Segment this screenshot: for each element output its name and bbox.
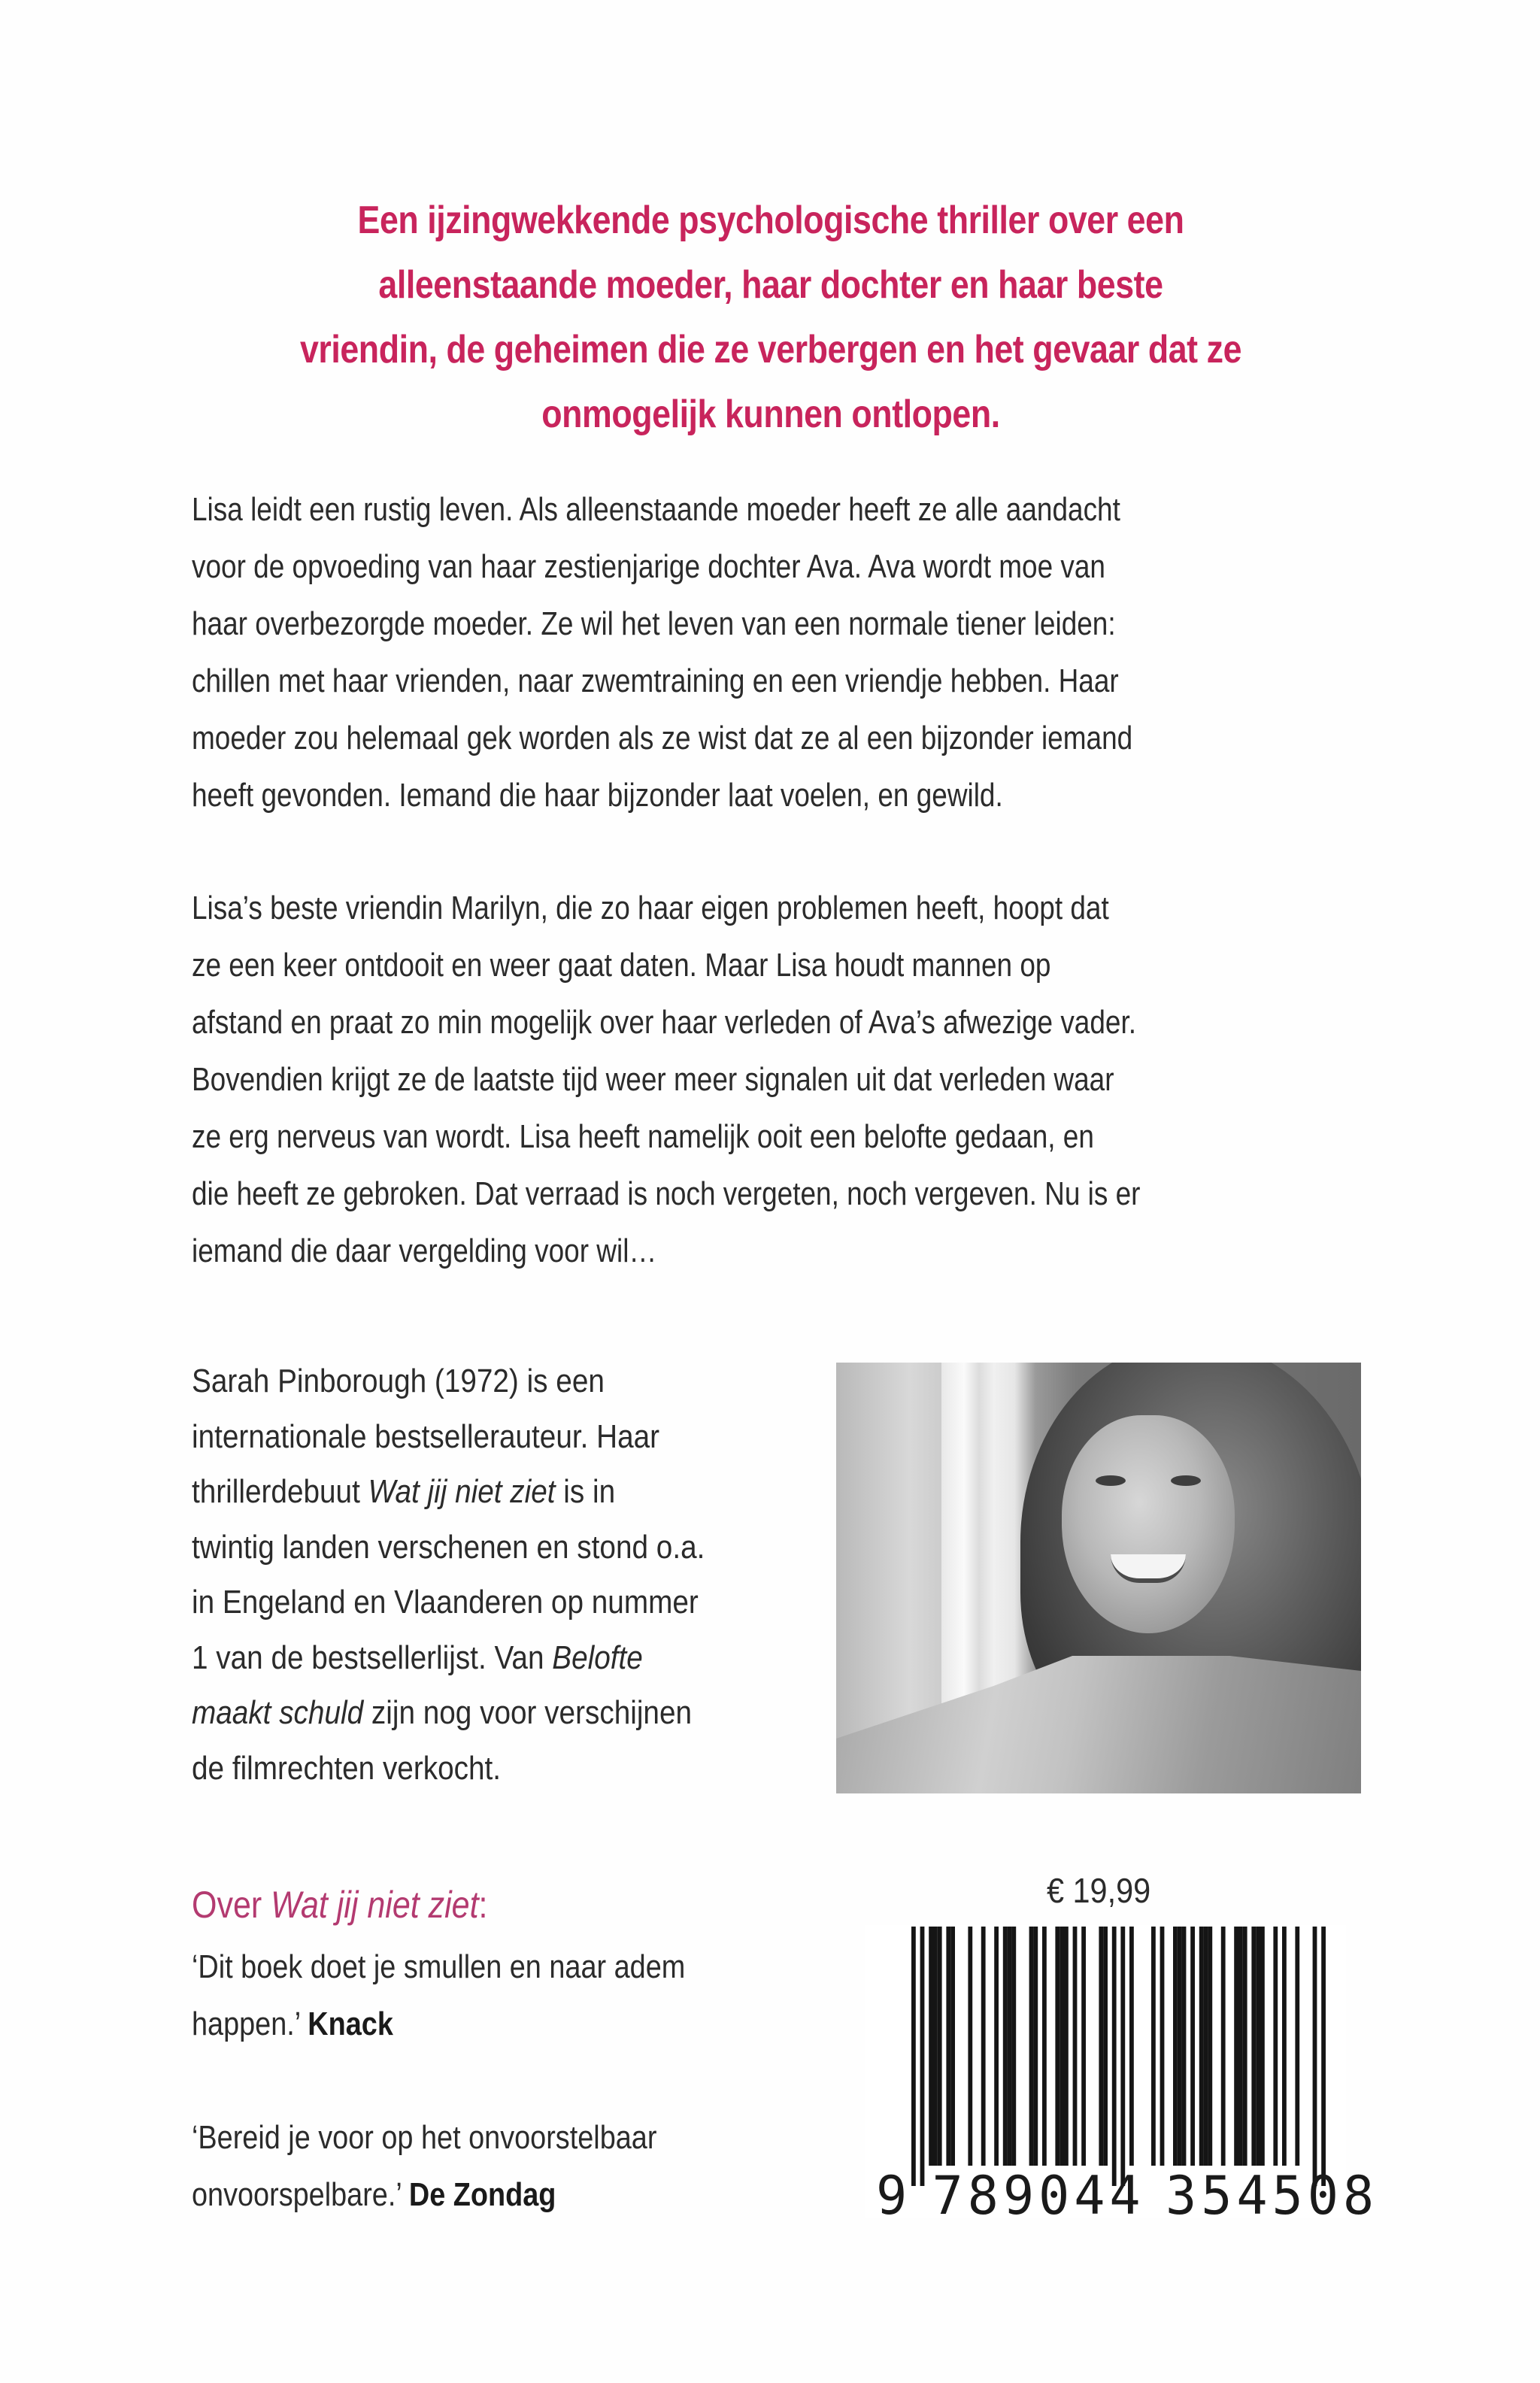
author-photo bbox=[836, 1363, 1361, 1793]
text-line: Lisa leidt een rustig leven. Als alleenstaande moeder heeft ze alle aandacht bbox=[192, 491, 1120, 528]
text-line: moeder zou helemaal gek worden als ze wist dat ze al een bijzonder iemand bbox=[192, 720, 1133, 756]
text-line: chillen met haar vrienden, naar zwemtraining en een vriendje hebben. Haar bbox=[192, 662, 1119, 699]
text-line: haar overbezorgde moeder. Ze wil het leven van een normale tiener leiden: bbox=[192, 605, 1116, 642]
bio-line bbox=[192, 1630, 787, 1686]
reviews-heading-suffix: : bbox=[478, 1884, 488, 1926]
text-line: iemand die daar vergelding voor wil… bbox=[192, 1232, 657, 1269]
isbn-right-group: 354508 bbox=[1166, 2165, 1379, 2227]
text-line: Bovendien krijgt ze de laatste tijd weer meer signalen uit dat verleden waar bbox=[192, 1061, 1114, 1098]
synopsis-paragraph-1 bbox=[192, 481, 1177, 824]
isbn-left-group: 789044 bbox=[932, 2165, 1145, 2227]
text-line: afstand en praat zo min mogelijk over haar verleden of Ava’s afwezige vader. bbox=[192, 1004, 1137, 1041]
author-bio bbox=[192, 1354, 787, 1796]
bio-text: thrillerdebuut bbox=[192, 1473, 368, 1510]
quote-line bbox=[192, 2166, 656, 2224]
book-title-belofte: Belofte bbox=[552, 1639, 643, 1676]
tagline-headline bbox=[270, 188, 1272, 447]
bio-line: Sarah Pinborough (1972) is een bbox=[192, 1363, 605, 1399]
quote-source: Knack bbox=[308, 2006, 393, 2042]
bio-line: twintig landen verschenen en stond o.a. bbox=[192, 1528, 705, 1566]
photo-eye bbox=[1096, 1475, 1126, 1486]
reviews-heading-prefix: Over bbox=[192, 1884, 271, 1926]
review-quote bbox=[192, 1939, 685, 2053]
headline-line: Een ijzingwekkende psychologische thriller over een bbox=[357, 199, 1184, 242]
bio-text: zijn nog voor verschijnen bbox=[363, 1694, 693, 1731]
synopsis-paragraph-2 bbox=[192, 880, 1177, 1280]
text-line: voor de opvoeding van haar zestienjarige dochter Ava. Ava wordt moe van bbox=[192, 548, 1105, 585]
bio-text: is in bbox=[555, 1473, 616, 1510]
photo-shirt bbox=[836, 1656, 1361, 1793]
book-title-maakt-schuld: maakt schuld bbox=[192, 1694, 364, 1731]
isbn-digits bbox=[876, 2165, 1379, 2227]
text-line: heeft gevonden. Iemand die haar bijzonder laat voelen, en gewild. bbox=[192, 777, 1003, 814]
review-quote bbox=[192, 2109, 656, 2224]
bio-text: 1 van de bestsellerlijst. Van bbox=[192, 1639, 553, 1676]
bio-line bbox=[192, 1464, 787, 1520]
isbn-first-digit: 9 bbox=[876, 2165, 912, 2227]
text-line: Lisa’s beste vriendin Marilyn, die zo haar eigen problemen heeft, hoopt dat bbox=[192, 890, 1109, 926]
book-title-wat-jij-niet-ziet: Wat jij niet ziet bbox=[368, 1473, 556, 1510]
photo-face bbox=[1062, 1415, 1235, 1633]
bio-line: in Engeland en Vlaanderen op nummer bbox=[192, 1584, 699, 1621]
quote-text: happen.’ bbox=[192, 2006, 308, 2042]
headline-line: alleenstaande moeder, haar dochter en haar beste bbox=[378, 263, 1163, 307]
quote-source: De Zondag bbox=[408, 2176, 556, 2213]
bio-line: de filmrechten verkocht. bbox=[192, 1749, 502, 1787]
text-line: ze erg nerveus van wordt. Lisa heeft namelijk ooit een belofte gedaan, en bbox=[192, 1118, 1094, 1155]
bio-line: internationale bestsellerauteur. Haar bbox=[192, 1417, 660, 1455]
quote-line: ‘Bereid je voor op het onvoorstelbaar bbox=[192, 2119, 657, 2156]
quote-text: onvoorspelbare.’ bbox=[192, 2176, 409, 2213]
bio-line bbox=[192, 1685, 787, 1741]
quote-line bbox=[192, 1996, 685, 2053]
price-label: € 19,99 bbox=[1047, 1871, 1151, 1910]
text-line: die heeft ze gebroken. Dat verraad is noch vergeten, noch vergeven. Nu is er bbox=[192, 1175, 1141, 1212]
reviews-heading bbox=[192, 1880, 488, 1930]
reviews-heading-book-title: Wat jij niet ziet bbox=[271, 1884, 479, 1926]
headline-line: onmogelijk kunnen ontlopen. bbox=[541, 393, 1000, 436]
headline-line: vriendin, de geheimen die ze verbergen en het gevaar dat ze bbox=[299, 328, 1242, 371]
photo-eye bbox=[1171, 1475, 1201, 1486]
quote-line: ‘Dit boek doet je smullen en naar adem bbox=[192, 1948, 686, 1985]
text-line: ze een keer ontdooit en weer gaat daten. Maar Lisa houdt mannen op bbox=[192, 947, 1051, 984]
